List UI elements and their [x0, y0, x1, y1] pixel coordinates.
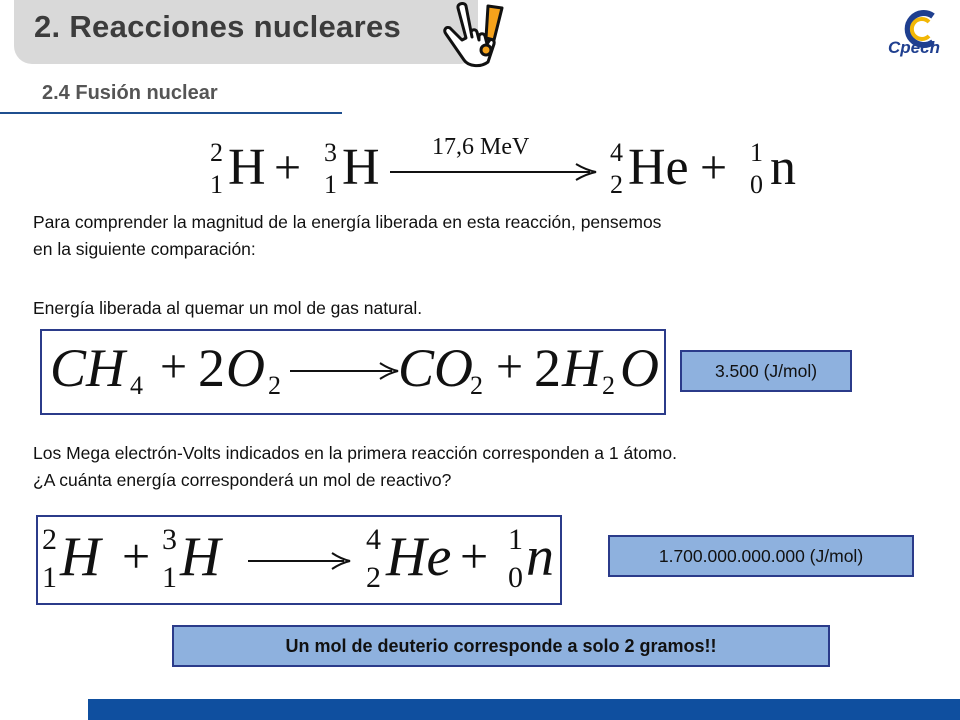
- reactant2-symbol: H: [180, 526, 221, 588]
- product2-mass: 1: [750, 138, 763, 167]
- reactant1-symbol: H: [228, 139, 266, 196]
- paragraph-intro-line2: en la siguiente comparación:: [33, 239, 256, 259]
- cpech-logo-text: Cpech: [888, 38, 940, 57]
- co2-subscript: 2: [470, 371, 483, 400]
- ch-subscript: 4: [130, 371, 143, 400]
- o-end-symbol: O: [620, 338, 659, 398]
- subtitle-underline: [0, 112, 342, 114]
- fusion-equation-box: [36, 515, 562, 605]
- fusion-energy-value: 1.700.000.000.000 (J/mol): [608, 535, 914, 577]
- product2-atomic: 0: [508, 561, 523, 594]
- co-symbol: CO: [398, 338, 474, 398]
- plus-sign: +: [700, 141, 728, 194]
- h-symbol: H: [562, 338, 601, 398]
- fusion-equation-1: [210, 128, 810, 203]
- paragraph-mev-line2: ¿A cuánta energía corresponderá un mol de reactivo?: [33, 470, 452, 490]
- product1-symbol: He: [628, 139, 689, 196]
- o2-coefficient: 2: [198, 338, 225, 398]
- paragraph-mev-line1: Los Mega electrón-Volts indicados en la primera reacción corresponden a 1 átomo.: [33, 443, 677, 463]
- product1-mass: 4: [610, 138, 623, 167]
- reactant1-atomic: 1: [210, 170, 223, 199]
- ch-symbol: CH: [50, 338, 126, 398]
- product2-atomic: 0: [750, 170, 763, 199]
- pointing-hand-icon: [438, 0, 508, 72]
- o2-subscript: 2: [268, 371, 281, 400]
- plus-sign: +: [496, 340, 524, 393]
- footer-bar: [88, 699, 960, 720]
- reaction-arrow: [390, 162, 598, 182]
- plus-sign: +: [160, 340, 188, 393]
- product2-symbol: n: [770, 139, 796, 196]
- reactant2-mass: 3: [324, 138, 337, 167]
- natural-gas-energy-value: 3.500 (J/mol): [680, 350, 852, 392]
- plus-sign: +: [274, 141, 302, 194]
- paragraph-intro-line1: Para comprender la magnitud de la energía liberada en esta reacción, pensemos: [33, 212, 662, 232]
- section-subtitle: 2.4 Fusión nuclear: [42, 82, 218, 104]
- reactant1-mass: 2: [210, 138, 223, 167]
- product1-mass: 4: [366, 523, 381, 556]
- plus-sign: +: [460, 528, 489, 584]
- methane-combustion-box: [40, 329, 666, 415]
- page-title: 2. Reacciones nucleares: [34, 9, 402, 44]
- h2o-coefficient: 2: [534, 338, 561, 398]
- product2-mass: 1: [508, 523, 523, 556]
- h2o-subscript: 2: [602, 371, 615, 400]
- reactant2-symbol: H: [342, 139, 380, 196]
- paragraph-natural-gas: Energía liberada al quemar un mol de gas natural.: [33, 298, 423, 318]
- reactant2-atomic: 1: [162, 561, 177, 594]
- product1-atomic: 2: [366, 561, 381, 594]
- product1-atomic: 2: [610, 170, 623, 199]
- product2-symbol: n: [526, 526, 554, 588]
- reaction-arrow: [290, 361, 400, 381]
- reactant1-symbol: H: [60, 526, 101, 588]
- product1-symbol: He: [386, 526, 452, 588]
- reactant2-atomic: 1: [324, 170, 337, 199]
- plus-sign: +: [122, 528, 151, 584]
- reaction-arrow: [248, 551, 352, 571]
- reactant2-mass: 3: [162, 523, 177, 556]
- o-symbol: O: [226, 338, 265, 398]
- conclusion-banner: Un mol de deuterio corresponde a solo 2 gramos!!: [172, 625, 830, 667]
- energy-label: 17,6 MeV: [432, 134, 530, 160]
- reactant1-atomic: 1: [42, 561, 57, 594]
- reactant1-mass: 2: [42, 523, 57, 556]
